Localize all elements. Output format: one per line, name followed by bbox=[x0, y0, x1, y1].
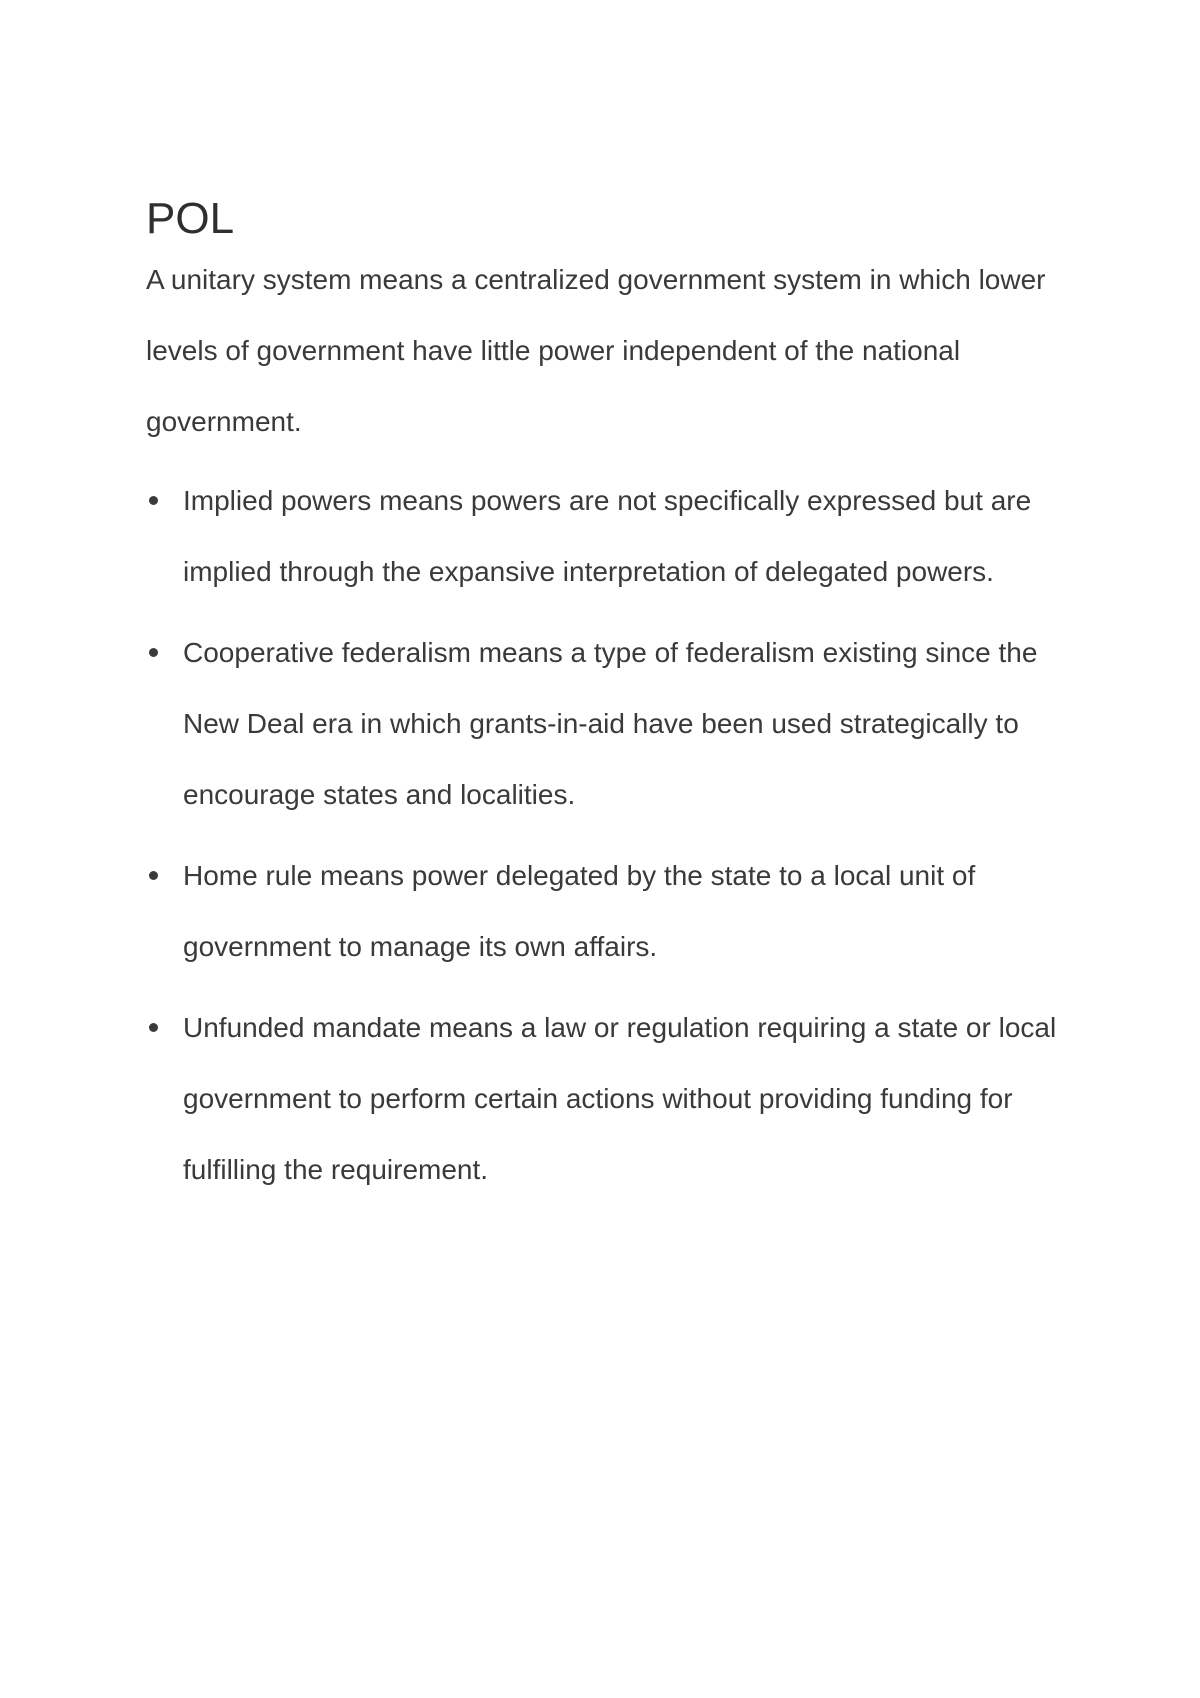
list-item-text: Home rule means power delegated by the state to a local unit of government to manage its own affairs. bbox=[183, 860, 976, 962]
list-item-text: Implied powers means powers are not specifically expressed but are implied through the expansive interpretation of delegated powers. bbox=[183, 485, 1032, 587]
document-title: POL bbox=[146, 194, 235, 243]
list-item bbox=[146, 465, 1076, 607]
list-item bbox=[146, 840, 1076, 982]
bullet-icon bbox=[149, 871, 158, 880]
list-item bbox=[146, 992, 1076, 1205]
intro-paragraph: A unitary system means a centralized government system in which lower levels of government have little power independent of the national government. bbox=[146, 264, 1046, 437]
document-content bbox=[146, 190, 1076, 1215]
list-item-text: Cooperative federalism means a type of federalism existing since the New Deal era in which grants-in-aid have been used strategically to encourage states and localities. bbox=[183, 637, 1038, 810]
list-item-text: Unfunded mandate means a law or regulation requiring a state or local government to perform certain actions without providing funding for fulfilling the requirement. bbox=[183, 1012, 1057, 1185]
bullet-icon bbox=[149, 648, 158, 657]
bullet-icon bbox=[149, 496, 158, 505]
bullet-icon bbox=[149, 1023, 158, 1032]
list-item bbox=[146, 617, 1076, 830]
definition-list bbox=[146, 465, 1076, 1205]
